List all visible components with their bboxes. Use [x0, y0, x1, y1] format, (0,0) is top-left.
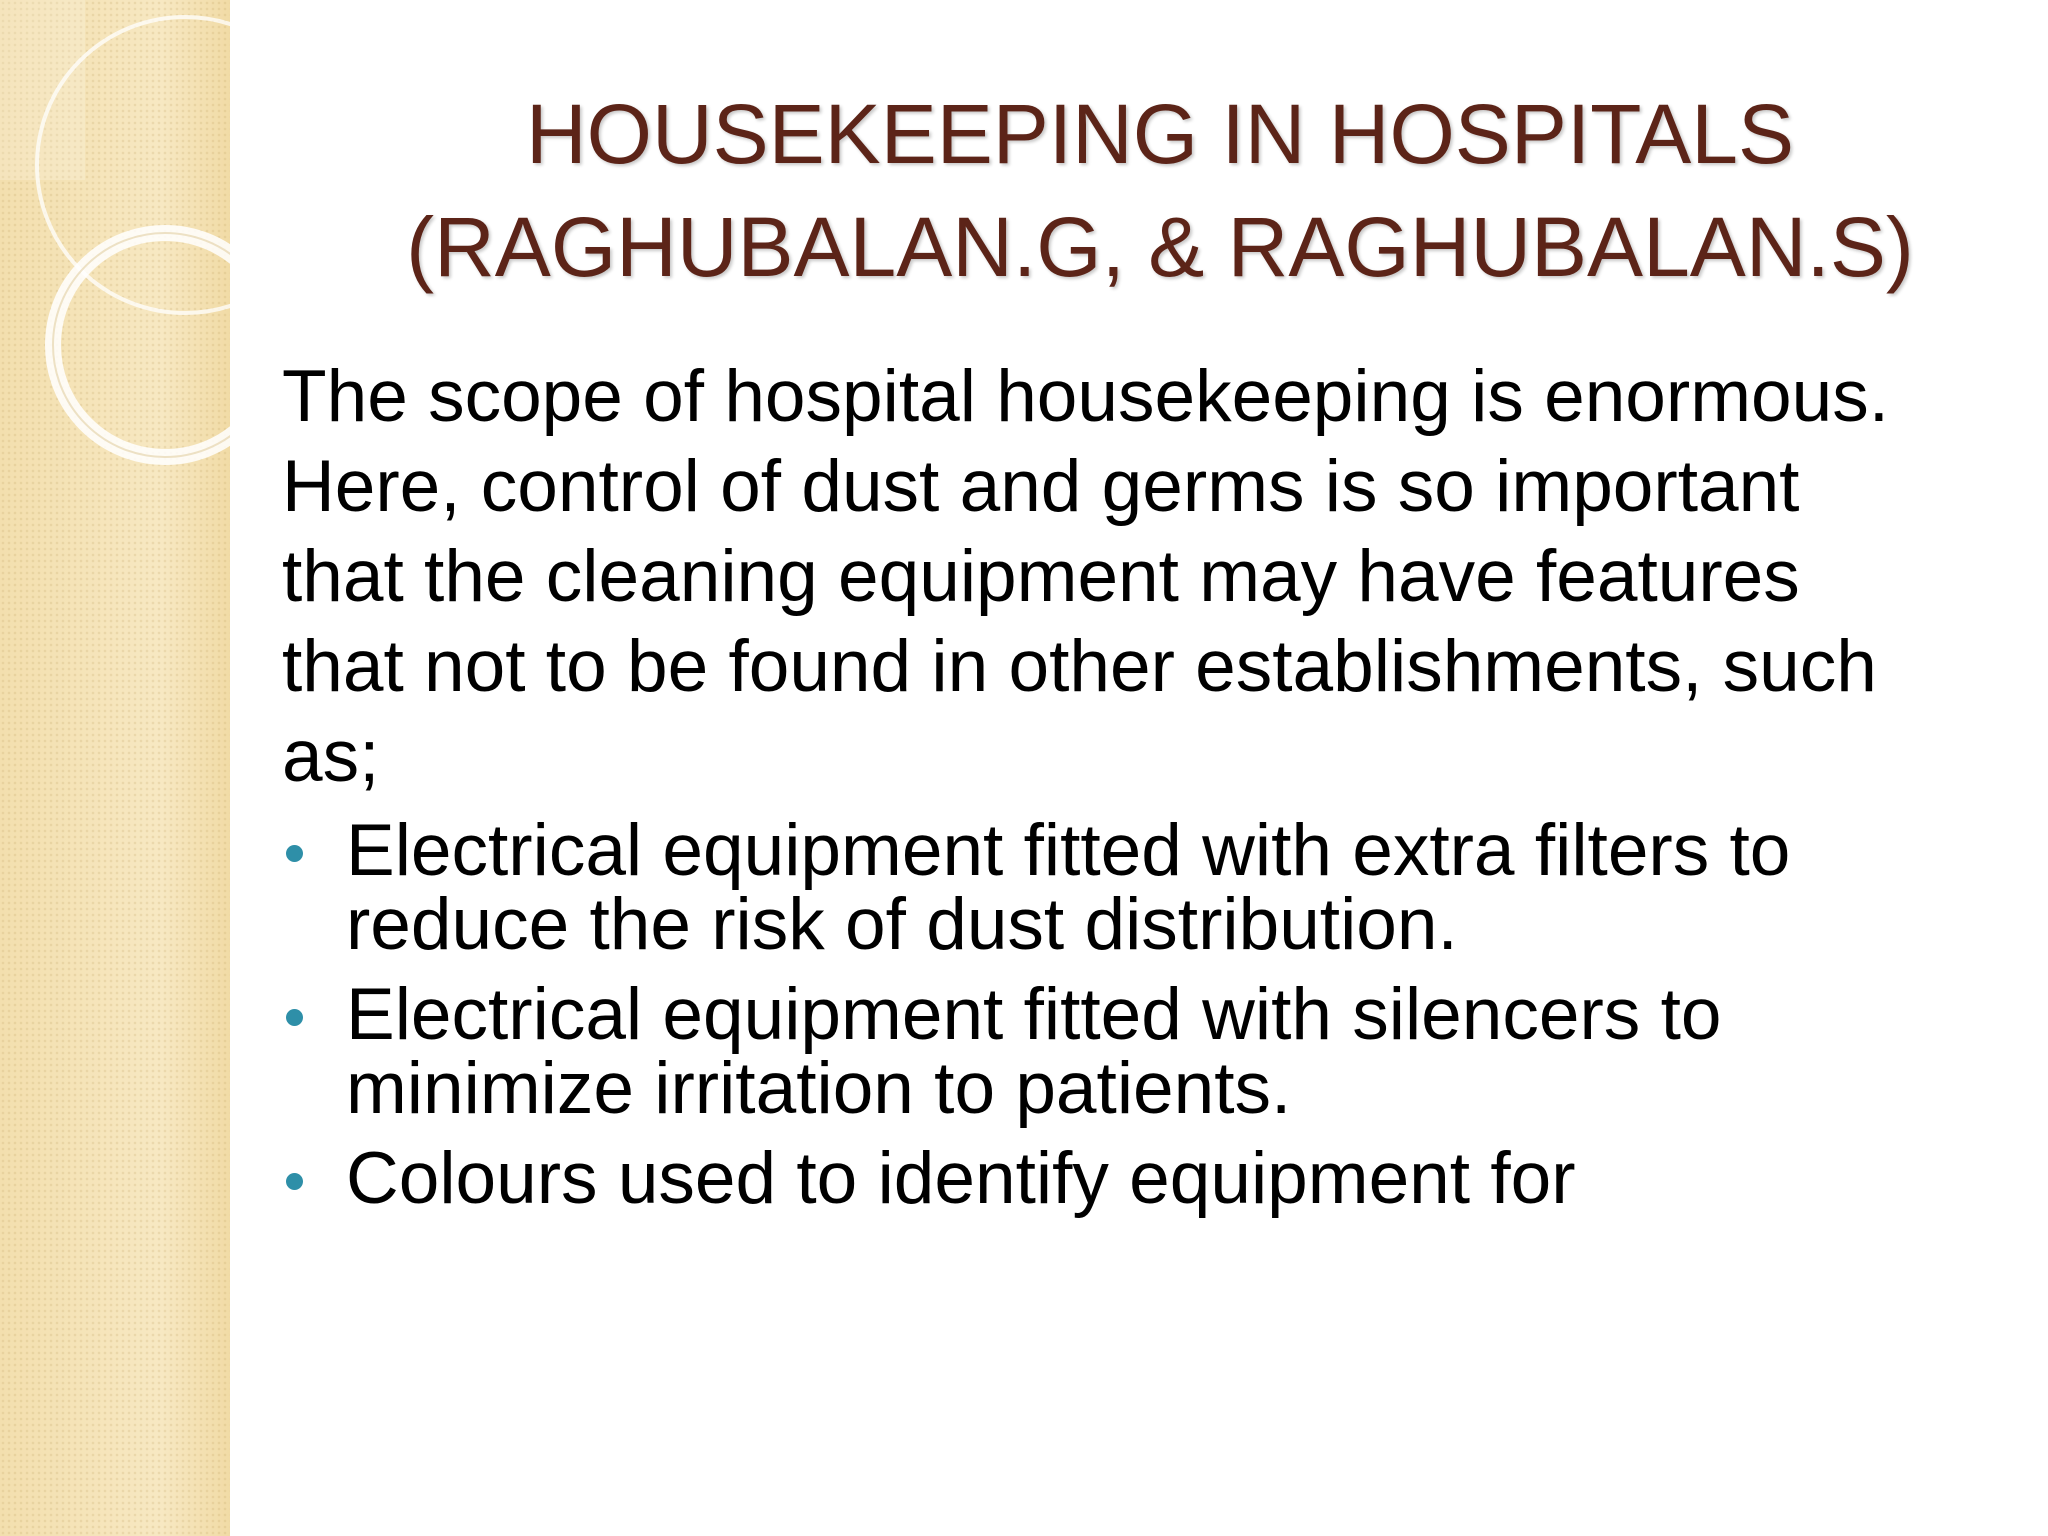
bullet-dot-icon — [286, 845, 303, 862]
bullet-item — [282, 1138, 1982, 1219]
bullet-dot-icon — [286, 1173, 303, 1190]
bullet-text: Electrical equipment fitted with silencers to minimize irritation to patients. — [346, 974, 1722, 1129]
bullet-text: Colours used to identify equipment for — [346, 1138, 1576, 1219]
paragraph-control: Here, control of dust and germs is so important — [282, 446, 1800, 527]
decorative-side-band — [0, 0, 230, 1536]
paragraph-establishments: that not to be found in other establishments, such — [282, 626, 1877, 707]
bullet-dot-icon — [286, 1009, 303, 1026]
bullet-item — [282, 974, 1982, 1129]
slide-title — [300, 78, 2020, 304]
paragraph-as: as; — [282, 716, 380, 797]
paragraph-scope: The scope of hospital housekeeping is enormous. — [282, 356, 1889, 437]
paragraph-equipment: that the cleaning equipment may have features — [282, 536, 1800, 617]
title-line-1: HOUSEKEEPING IN HOSPITALS — [525, 87, 1795, 181]
bullet-text: Electrical equipment fitted with extra filters to reduce the risk of dust distribution. — [346, 810, 1791, 965]
decorative-rings-icon — [0, 0, 230, 520]
title-line-2: (RAGHUBALAN.G, & RAGHUBALAN.S) — [406, 200, 1914, 294]
slide-body — [282, 356, 1982, 1232]
bullet-item — [282, 810, 1982, 965]
